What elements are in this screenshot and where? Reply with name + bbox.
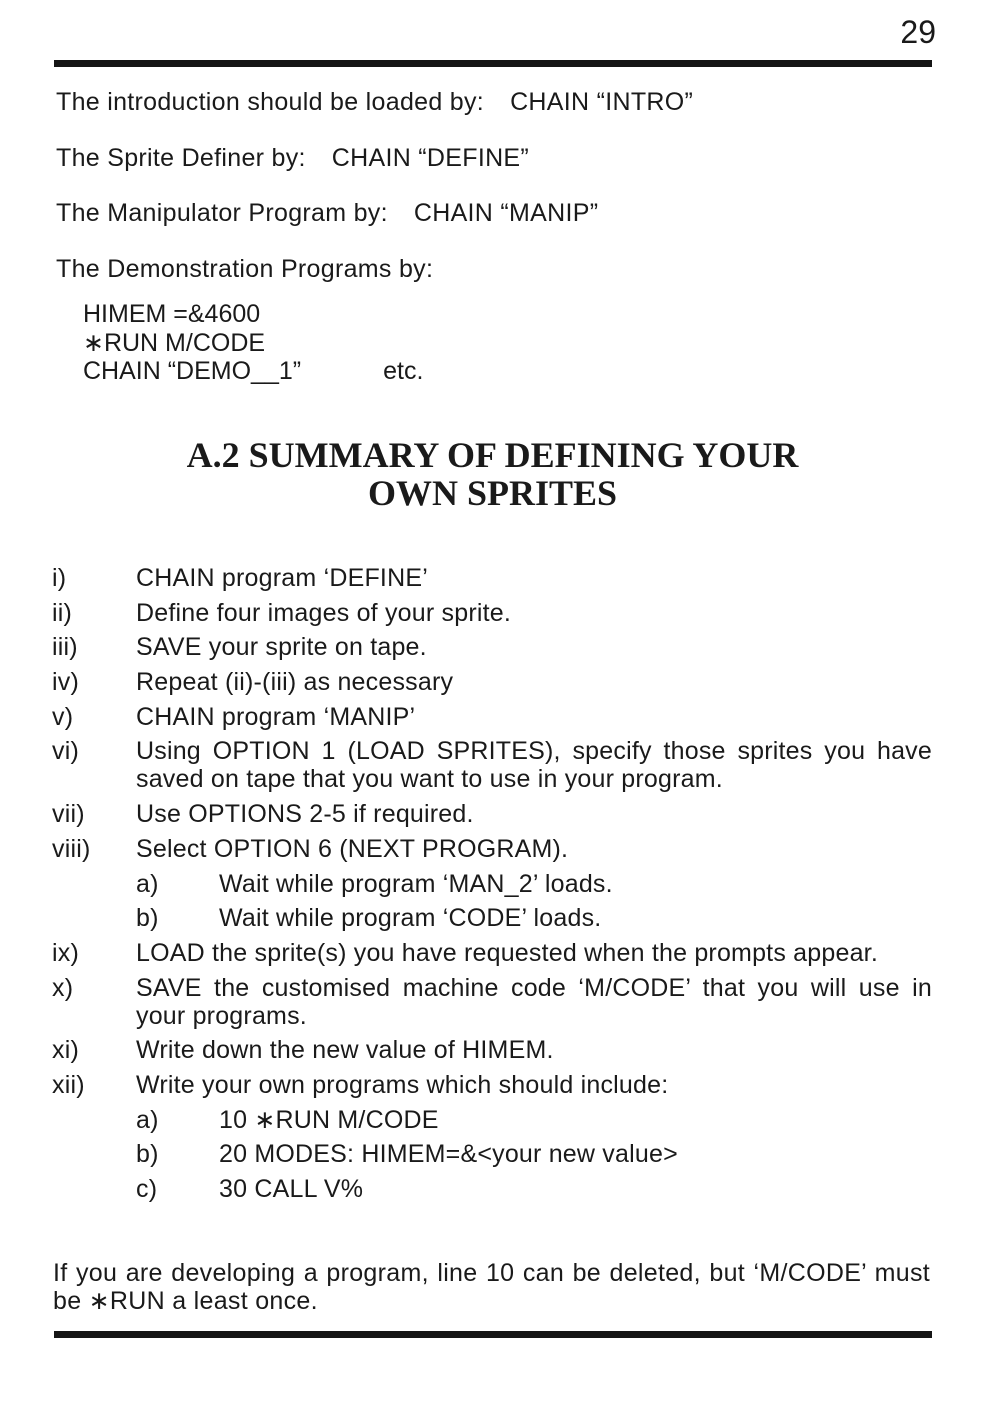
heading-line: OWN SPRITES <box>367 473 618 513</box>
closing-note: If you are developing a program, line 10 can be deleted, but ‘M/CODE’ must be ∗RUN a least once. <box>53 1259 930 1315</box>
list-item <box>52 974 932 1030</box>
step-text: CHAIN program ‘MANIP’ <box>136 702 416 731</box>
list-item <box>52 599 932 627</box>
list-item <box>52 1175 932 1203</box>
list-item <box>52 1140 932 1168</box>
step-text: 10 ∗RUN M/CODE <box>219 1105 439 1134</box>
load-line-manip <box>56 193 936 233</box>
step-number: viii) <box>52 834 91 863</box>
loading-instructions <box>56 82 936 386</box>
step-number: vii) <box>52 800 85 829</box>
load-line-define <box>56 138 936 178</box>
load-description: The introduction should be loaded by: <box>56 88 485 116</box>
step-number: ix) <box>52 938 79 967</box>
step-text: Write down the new value of HIMEM. <box>136 1036 554 1065</box>
load-description: The Demonstration Programs by: <box>56 254 434 283</box>
step-number: a) <box>136 1105 159 1134</box>
step-text: Using OPTION 1 (LOAD SPRITES), specify those sprites you have saved on tape that you want to use in your program. <box>136 737 932 794</box>
step-text: Use OPTIONS 2-5 if required. <box>136 800 474 829</box>
list-item <box>52 1106 932 1134</box>
load-line-demo <box>56 249 936 289</box>
list-item <box>52 870 932 898</box>
step-text: Wait while program ‘CODE’ loads. <box>219 904 602 933</box>
page-number: 29 <box>900 14 936 50</box>
step-text: Write your own programs which should include: <box>136 1070 669 1099</box>
load-command: CHAIN “INTRO” <box>510 88 694 116</box>
step-number: v) <box>52 702 74 731</box>
list-item <box>52 564 932 592</box>
step-number: x) <box>52 973 74 1002</box>
step-number: xii) <box>52 1070 85 1099</box>
step-text: SAVE your sprite on tape. <box>136 633 427 662</box>
load-line-intro <box>56 82 936 122</box>
load-description: The Sprite Definer by: <box>56 143 306 172</box>
load-command: CHAIN “MANIP” <box>413 199 599 227</box>
code-text: CHAIN “DEMO__1” <box>83 357 302 385</box>
heading-line: A.2 SUMMARY OF DEFINING YOUR <box>186 435 799 475</box>
step-text: SAVE the customised machine code ‘M/CODE’ that you will use in your programs. <box>136 973 932 1030</box>
list-item <box>52 1036 932 1064</box>
step-number: b) <box>136 1140 159 1169</box>
steps-list <box>52 564 932 1210</box>
step-number: ii) <box>52 598 73 627</box>
step-number: vi) <box>52 737 79 766</box>
step-text: Wait while program ‘MAN_2’ loads. <box>219 869 613 898</box>
bottom-rule <box>54 1331 932 1338</box>
code-line <box>83 357 936 386</box>
list-item <box>52 800 932 828</box>
step-text: 30 CALL V% <box>219 1175 364 1203</box>
list-item <box>52 668 932 696</box>
step-number: b) <box>136 904 159 933</box>
step-text: 20 MODES: HIMEM=&<your new value> <box>219 1140 678 1169</box>
step-text: CHAIN program ‘DEFINE’ <box>136 564 428 592</box>
list-item <box>52 703 932 731</box>
code-line: ∗RUN M/CODE <box>83 328 266 357</box>
top-rule <box>54 60 932 67</box>
demo-code-block <box>83 300 936 386</box>
list-item <box>52 939 932 967</box>
step-text: Repeat (ii)-(iii) as necessary <box>136 668 454 697</box>
etc-text: etc. <box>383 357 424 385</box>
list-item <box>52 835 932 863</box>
step-number: a) <box>136 869 159 898</box>
code-line: HIMEM =&4600 <box>83 300 261 328</box>
step-number: iii) <box>52 633 78 662</box>
list-item <box>52 904 932 932</box>
step-number: iv) <box>52 668 79 697</box>
step-number: c) <box>136 1175 158 1203</box>
step-text: LOAD the sprite(s) you have requested when the prompts appear. <box>136 938 878 967</box>
section-heading <box>0 436 985 512</box>
load-command: CHAIN “DEFINE” <box>331 143 530 172</box>
step-text: Define four images of your sprite. <box>136 598 512 627</box>
list-item <box>52 1071 932 1099</box>
load-description: The Manipulator Program by: <box>56 199 388 227</box>
step-number: i) <box>52 564 67 592</box>
list-item <box>52 633 932 661</box>
step-number: xi) <box>52 1036 79 1065</box>
step-text: Select OPTION 6 (NEXT PROGRAM). <box>136 834 569 863</box>
list-item <box>52 737 932 793</box>
